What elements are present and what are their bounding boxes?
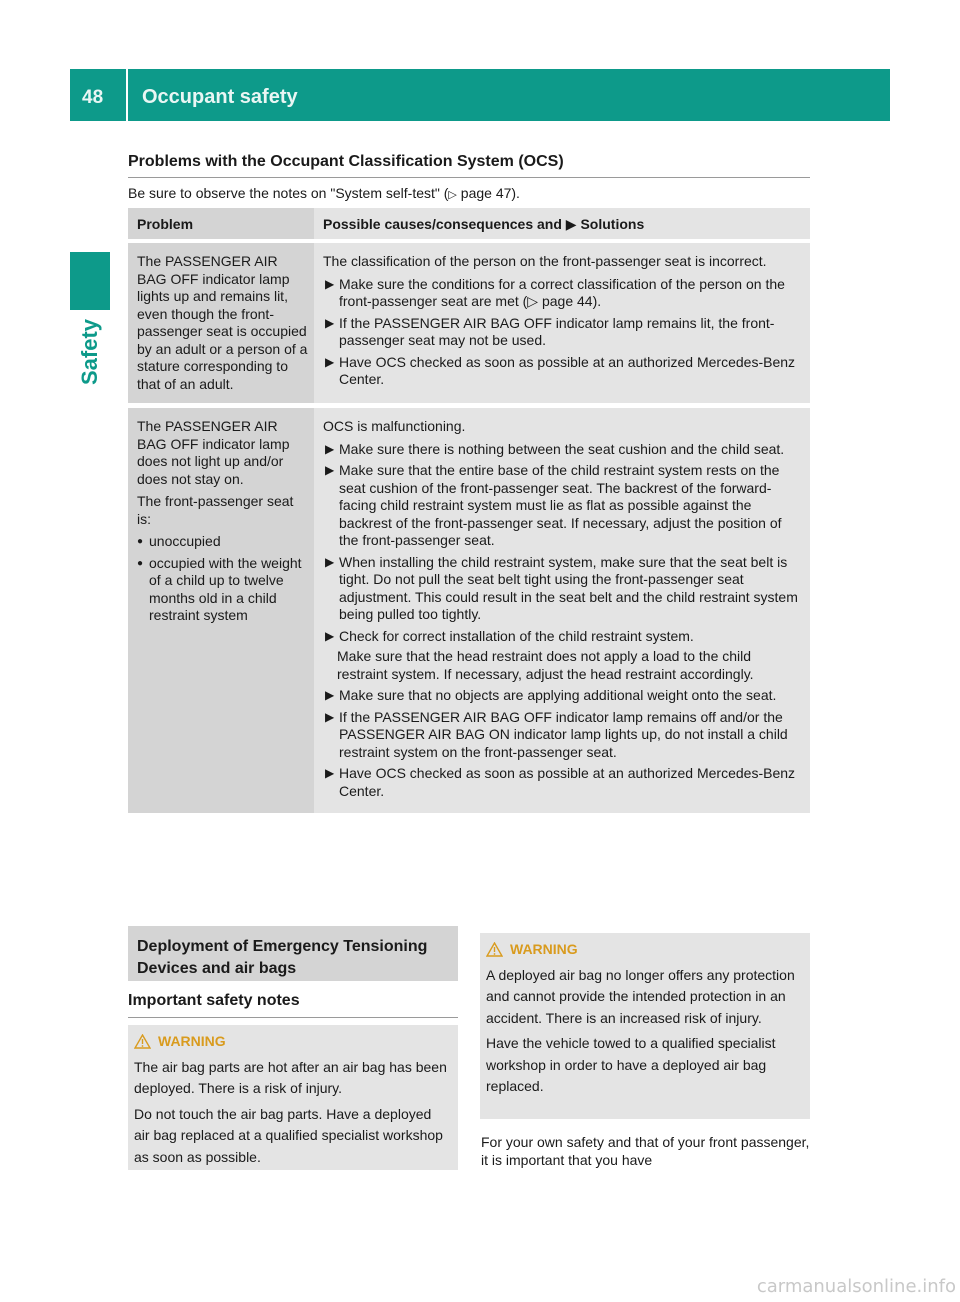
- action-arrow-icon: ▶: [325, 315, 335, 330]
- action-arrow-icon: ▶: [325, 276, 335, 291]
- table-row: [128, 243, 810, 403]
- cause-text: The classification of the person on the front-passenger seat is incorrect.: [323, 253, 767, 269]
- intro-post: page 47).: [456, 185, 520, 201]
- header-problem: Problem: [128, 208, 314, 239]
- bullet-text: occupied with the weight of a child up to twelve months old in a child restraint system: [149, 554, 302, 623]
- step-text: Have OCS checked as soon as possible at an authorized Mercedes-Benz Center.: [339, 765, 796, 799]
- step-item: [323, 628, 802, 646]
- step-item: [323, 765, 802, 800]
- step-text: Have OCS checked as soon as possible at an authorized Mercedes-Benz Center.: [339, 353, 796, 387]
- table-row: [128, 408, 810, 813]
- step-text: When installing the child restraint system, make sure that the seat belt is tight. Do not pull the seat belt tight using the front-passenger seat adjustment. This could result in the seat belt and the child restraint system being pulled too tightly.: [339, 553, 798, 622]
- bullet-icon: ●: [137, 536, 144, 547]
- step-item: [323, 554, 802, 624]
- sub-note: Make sure that the head restraint does not apply a load to the child restraint system. If necessary, adjust the head restraint accordingly.: [337, 648, 754, 682]
- warning-text: The air bag parts are hot after an air bag has been deployed. There is a risk of injury.: [134, 1058, 447, 1096]
- warning-title: [134, 1031, 450, 1053]
- page-number: 48: [82, 87, 104, 108]
- step-text: Make sure the conditions for a correct classification of the person on the front-passenger seat are met (▷ page 44).: [339, 275, 785, 309]
- deployment-title-line1: Deployment of Emergency Tensioning: [137, 938, 428, 955]
- warning-text: A deployed air bag no longer offers any protection and cannot provide the intended protection in an accident. There is an increased risk of injury.: [486, 966, 795, 1026]
- header-solutions: [314, 208, 810, 239]
- step-text: If the PASSENGER AIR BAG OFF indicator lamp remains off and/or the PASSENGER AIR BAG ON indicator lamp lights up, do not install a child restraint system on the front-passenger seat.: [339, 708, 788, 760]
- list-item: [137, 533, 310, 551]
- step-text: Make sure there is nothing between the seat cushion and the child seat.: [339, 440, 785, 457]
- action-arrow-icon: ▶: [325, 441, 335, 456]
- warning-box: [480, 933, 810, 1119]
- warning-text: Do not touch the air bag parts. Have a deployed air bag replaced at a qualified specialist workshop as soon as possible.: [134, 1105, 443, 1165]
- bullet-text: unoccupied: [149, 533, 221, 549]
- table-header: [128, 208, 810, 239]
- problem-cell: The PASSENGER AIR BAG OFF indicator lamp lights up and remains lit, even though the front-passenger seat is occupied by an adult or a person of a stature corresponding to that of an adult.: [128, 243, 314, 403]
- action-arrow-icon: ▶: [325, 709, 335, 724]
- solution-cell: [314, 408, 810, 813]
- intro-text: [128, 185, 520, 201]
- body-paragraph: For your own safety and that of your front passenger, it is important that you have: [481, 1134, 810, 1168]
- warning-label: WARNING: [510, 941, 578, 957]
- step-text: Check for correct installation of the child restraint system.: [339, 627, 694, 644]
- safety-notes-divider: [128, 1017, 458, 1018]
- step-text: If the PASSENGER AIR BAG OFF indicator lamp remains lit, the front-passenger seat may not be used.: [339, 314, 775, 348]
- step-item: [323, 441, 802, 459]
- deployment-heading: [128, 926, 458, 981]
- problem-cell: [128, 408, 314, 813]
- header-divider: [126, 69, 128, 121]
- problem-text: The PASSENGER AIR BAG OFF indicator lamp does not light up and/or does not stay on.: [137, 418, 290, 487]
- action-arrow-icon: ▶: [325, 766, 335, 780]
- header-solutions-pre: Possible causes/consequences and: [323, 216, 566, 232]
- warning-triangle-icon: [486, 942, 503, 957]
- list-item: [137, 555, 310, 625]
- action-arrow-icon: ▶: [325, 554, 335, 569]
- section-divider: [128, 177, 810, 178]
- step-text: Make sure that the entire base of the child restraint system rests on the seat cushion of the front-passenger seat. The backrest of the forward-facing child restraint system must lie as flat as possible against the backrest of the front-passenger seat. If necessary, adjust the position of the front-passenger seat.: [339, 462, 782, 548]
- action-arrow-icon: ▶: [325, 688, 335, 702]
- action-arrow-icon: ▶: [325, 354, 335, 369]
- step-item: [323, 709, 802, 762]
- safety-notes-heading: Important safety notes: [128, 992, 300, 1009]
- section-title: Problems with the Occupant Classification System (OCS): [128, 153, 564, 170]
- header-solutions-post: Solutions: [576, 216, 645, 232]
- warning-text: Have the vehicle towed to a qualified specialist workshop in order to have a deployed air bag replaced.: [486, 1035, 776, 1094]
- deployment-title-line2: Devices and air bags: [137, 960, 297, 977]
- step-item: [323, 276, 802, 311]
- chapter-title: Occupant safety: [142, 86, 298, 108]
- cause-text: OCS is malfunctioning.: [323, 418, 466, 434]
- page-header: [70, 69, 890, 121]
- action-arrow-icon: ▶: [565, 216, 577, 232]
- action-arrow-icon: ▶: [325, 628, 335, 643]
- step-item: [323, 315, 802, 350]
- watermark: carmanualsonline.info: [756, 1276, 956, 1297]
- step-item: [323, 462, 802, 550]
- warning-box: [128, 1025, 458, 1170]
- side-label-text: Safety: [77, 318, 102, 386]
- page-ref-arrow-icon: ▷: [448, 189, 457, 201]
- intro-pre: Be sure to observe the notes on "System self-test" (: [128, 185, 449, 201]
- step-item: [323, 354, 802, 389]
- side-chapter-label: [70, 318, 110, 386]
- ocs-problem-table: [128, 208, 810, 818]
- action-arrow-icon: ▶: [325, 463, 335, 477]
- solution-cell: [314, 243, 810, 403]
- step-item: [323, 687, 802, 705]
- chapter-tab-marker: [70, 252, 110, 310]
- bullet-icon: ●: [137, 557, 144, 569]
- warning-triangle-icon: [134, 1034, 151, 1049]
- problem-text: The front-passenger seat is:: [137, 493, 294, 527]
- step-text: Make sure that no objects are applying additional weight onto the seat.: [339, 687, 777, 703]
- warning-title: [486, 939, 802, 961]
- warning-label: WARNING: [158, 1033, 226, 1049]
